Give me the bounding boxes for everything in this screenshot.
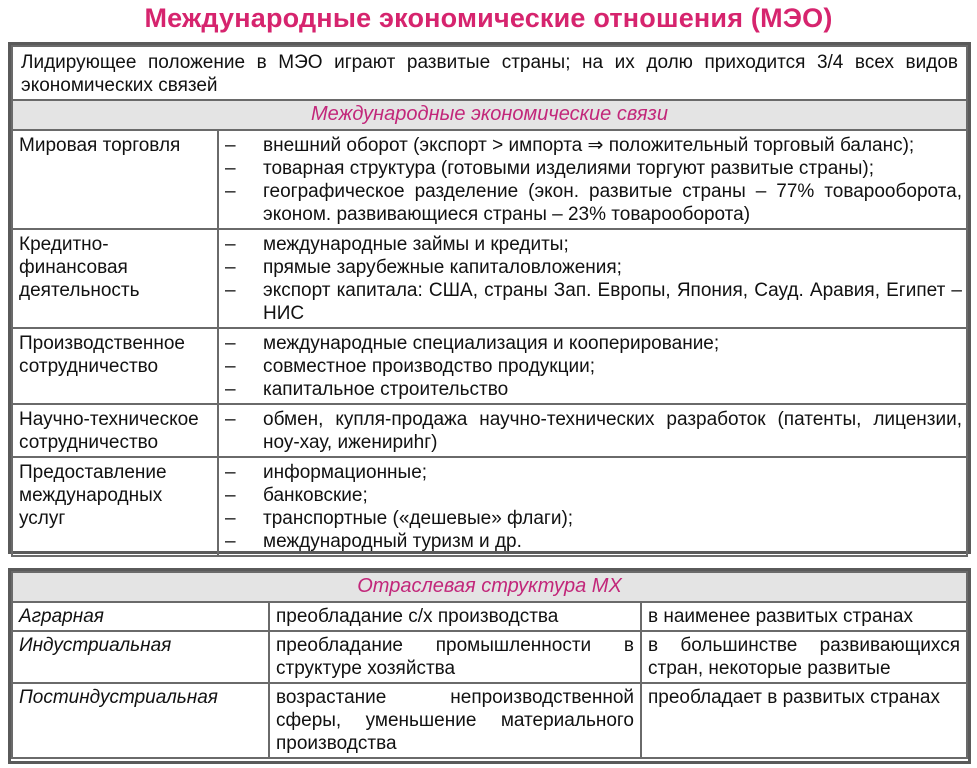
list-item-text: обмен, купля-продажа научно-технических разработок (патенты, лицензии, ноу-хау, иженириhг) bbox=[263, 409, 962, 453]
dash-bullet: – bbox=[225, 379, 236, 400]
list-item bbox=[225, 378, 962, 401]
list-item bbox=[225, 507, 962, 530]
economy-type-cell: Аграрная bbox=[12, 602, 269, 631]
list-item bbox=[225, 408, 962, 454]
dash-bullet: – bbox=[225, 333, 236, 354]
category-cell: Производственное сотрудничество bbox=[12, 328, 218, 404]
list-item-text: международные займы и кредиты; bbox=[263, 234, 569, 255]
table-row bbox=[12, 130, 967, 229]
category-cell: Кредитно-финансовая деятельность bbox=[12, 229, 218, 328]
list-item-text: транспортные («дешевые» флаги); bbox=[263, 508, 574, 529]
feature-cell: возрастание непроизводственной сферы, уменьшение материального производства bbox=[269, 683, 641, 758]
list-item-text: внешний оборот (экспорт > импорта ⇒ положительный торговый баланс); bbox=[263, 135, 915, 156]
economic-relations-table bbox=[8, 42, 971, 554]
dash-bullet: – bbox=[225, 462, 236, 483]
list-item-text: совместное производство продукции; bbox=[263, 356, 595, 377]
list-item bbox=[225, 279, 962, 325]
economy-type-cell: Индустриальная bbox=[12, 631, 269, 683]
items-cell bbox=[218, 328, 967, 404]
region-cell: в большинстве развивающихся стран, некоторые развитые bbox=[641, 631, 967, 683]
dash-bullet: – bbox=[225, 158, 236, 179]
category-cell: Мировая торговля bbox=[12, 130, 218, 229]
list-item-text: информационные; bbox=[263, 462, 428, 483]
region-cell: в наименее развитых странах bbox=[641, 602, 967, 631]
table-row bbox=[12, 404, 967, 457]
table-row bbox=[12, 457, 967, 556]
list-item bbox=[225, 530, 962, 553]
list-item-text: капитальное строительство bbox=[263, 379, 509, 400]
table-row bbox=[12, 631, 967, 683]
list-item-text: банковские; bbox=[263, 485, 368, 506]
dash-bullet: – bbox=[225, 508, 236, 529]
dash-bullet: – bbox=[225, 234, 236, 255]
economy-type-cell: Постиндустриальная bbox=[12, 683, 269, 758]
table-row bbox=[12, 229, 967, 328]
list-item-text: международные специализация и кооперирование; bbox=[263, 333, 720, 354]
category-cell: Предоставление международных услуг bbox=[12, 457, 218, 556]
dash-bullet: – bbox=[225, 257, 236, 278]
dash-bullet: – bbox=[225, 135, 236, 156]
intro-text: Лидирующее положение в МЭО играют развитые страны; на их долю приходится 3/4 всех видов экономических связей bbox=[12, 46, 967, 100]
category-cell: Научно-техническое сотрудничество bbox=[12, 404, 218, 457]
list-item-text: географическое разделение (экон. развитые страны – 77% товарооборота, эконом. развивающиеся страны – 23% товарооборота) bbox=[263, 181, 962, 225]
feature-cell: преобладание промышленности в структуре хозяйства bbox=[269, 631, 641, 683]
items-cell bbox=[218, 457, 967, 556]
dash-bullet: – bbox=[225, 531, 236, 552]
list-item bbox=[225, 256, 962, 279]
section-heading: Международные экономические связи bbox=[12, 100, 967, 130]
dash-bullet: – bbox=[225, 181, 236, 202]
list-item-text: прямые зарубежные капиталовложения; bbox=[263, 257, 622, 278]
list-item bbox=[225, 484, 962, 507]
items-cell bbox=[218, 404, 967, 457]
list-item bbox=[225, 461, 962, 484]
list-item bbox=[225, 157, 962, 180]
items-cell bbox=[218, 130, 967, 229]
table-row bbox=[12, 602, 967, 631]
list-item-text: международный туризм и др. bbox=[263, 531, 522, 552]
table-row bbox=[12, 683, 967, 758]
dash-bullet: – bbox=[225, 280, 236, 301]
items-cell bbox=[218, 229, 967, 328]
sector-structure-table bbox=[8, 568, 971, 764]
feature-cell: преобладание с/х производства bbox=[269, 602, 641, 631]
dash-bullet: – bbox=[225, 485, 236, 506]
list-item bbox=[225, 332, 962, 355]
list-item bbox=[225, 233, 962, 256]
dash-bullet: – bbox=[225, 356, 236, 377]
list-item bbox=[225, 134, 962, 157]
list-item-text: товарная структура (готовыми изделиями торгуют развитые страны); bbox=[263, 158, 875, 179]
list-item-text: экспорт капитала: США, страны Зап. Европы, Япония, Сауд. Аравия, Египет – НИС bbox=[263, 280, 962, 324]
list-item bbox=[225, 180, 962, 226]
table-row bbox=[12, 328, 967, 404]
list-item bbox=[225, 355, 962, 378]
dash-bullet: – bbox=[225, 409, 236, 430]
region-cell: преобладает в развитых странах bbox=[641, 683, 967, 758]
page-title: Международные экономические отношения (МЭО) bbox=[144, 3, 833, 33]
section-heading: Отраслевая структура МХ bbox=[12, 572, 967, 602]
